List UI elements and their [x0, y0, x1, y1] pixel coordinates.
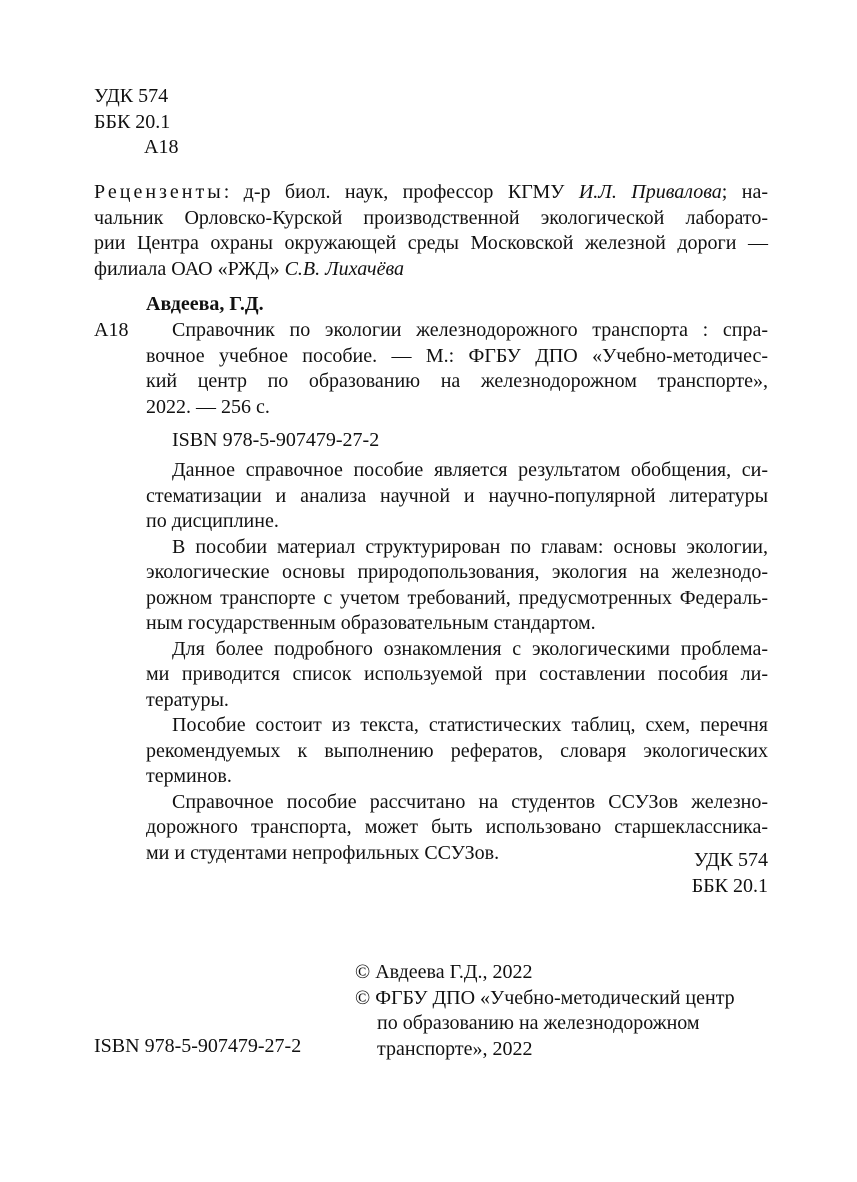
catalog-isbn: ISBN 978-5-907479-27-2	[172, 429, 380, 451]
catalog-mark: А18	[94, 319, 129, 341]
annotation	[146, 458, 768, 866]
author-mark: А18	[144, 136, 179, 158]
reviewers-line-2: чальник Орловско-Курской производственной экологической лаборато-	[94, 206, 768, 229]
reviewers-label: Рецензенты	[94, 181, 224, 203]
udk-code-right: УДК 574	[693, 849, 768, 871]
copyright-block: © Авдеева Г.Д., 2022 © ФГБУ ДПО «Учебно-методический центр по образованию на железнодорожном транспорте», 2022	[355, 961, 735, 1060]
catalog-title	[146, 318, 768, 420]
reviewer-name-2: С.В. Лихачёва	[284, 257, 404, 280]
reviewers-line-4: филиала ОАО «РЖД» С.В. Лихачёва	[94, 257, 404, 280]
annotation-paragraph: Для более подробного ознакомления с экологическими проблема- ми приводится список используемой при составлении пособия ли- тературы.	[146, 637, 768, 711]
copyright-publisher: © ФГБУ ДПО «Учебно-методический центр	[355, 986, 735, 1009]
catalog-title-line: 2022. — 256 с.	[146, 395, 270, 418]
catalog-title-line: вочное учебное пособие. — М.: ФГБУ ДПО «Учебно-методичес-	[146, 344, 768, 367]
reviewers-line-1: Рецензенты: д-р биол. наук, профессор КГМУ И.Л. Привалова; на-	[94, 181, 768, 203]
annotation-paragraph: Данное справочное пособие является результатом обобщения, си- стематизации и анализа научной и научно-популярной литературы по дисциплине.	[146, 459, 768, 532]
header-codes	[94, 84, 178, 161]
footer-isbn: ISBN 978-5-907479-27-2	[94, 1035, 302, 1057]
classification	[692, 848, 768, 899]
bbk-code-right: ББК 20.1	[691, 874, 768, 897]
catalog-title-line: кий центр по образованию на железнодорожном транспорте»,	[146, 370, 768, 392]
reviewer-name-1: И.Л. Привалова	[578, 181, 722, 203]
annotation-paragraph: Пособие состоит из текста, статистических таблиц, схем, перечня рекомендуемых к выполнению рефератов, словаря экологических терминов.	[146, 714, 768, 787]
reviewers-block	[94, 180, 768, 282]
udk-code: УДК 574	[94, 85, 169, 107]
annotation-paragraph: В пособии материал структурирован по главам: основы экологии, экологические основы природопользования, экология на железнодо- рожном транспорте с учетом требований, предусмотренных Федераль- ным государственным образовательным стандартом.	[146, 535, 768, 634]
annotation-paragraph: Справочное пособие рассчитано на студентов ССУЗов железно- дорожного транспорта, может быть использовано старшеклассника- ми и студентами непрофильных ССУЗов.	[146, 790, 768, 864]
bbk-code: ББК 20.1	[94, 110, 171, 133]
catalog-author: Авдеева, Г.Д.	[146, 293, 264, 315]
catalog-title-line: Справочник по экологии железнодорожного транспорта : спра-	[172, 319, 768, 341]
copyright-author: © Авдеева Г.Д., 2022	[355, 961, 533, 983]
reviewers-line-3: рии Центра охраны окружающей среды Московской железной дороги —	[94, 232, 768, 254]
